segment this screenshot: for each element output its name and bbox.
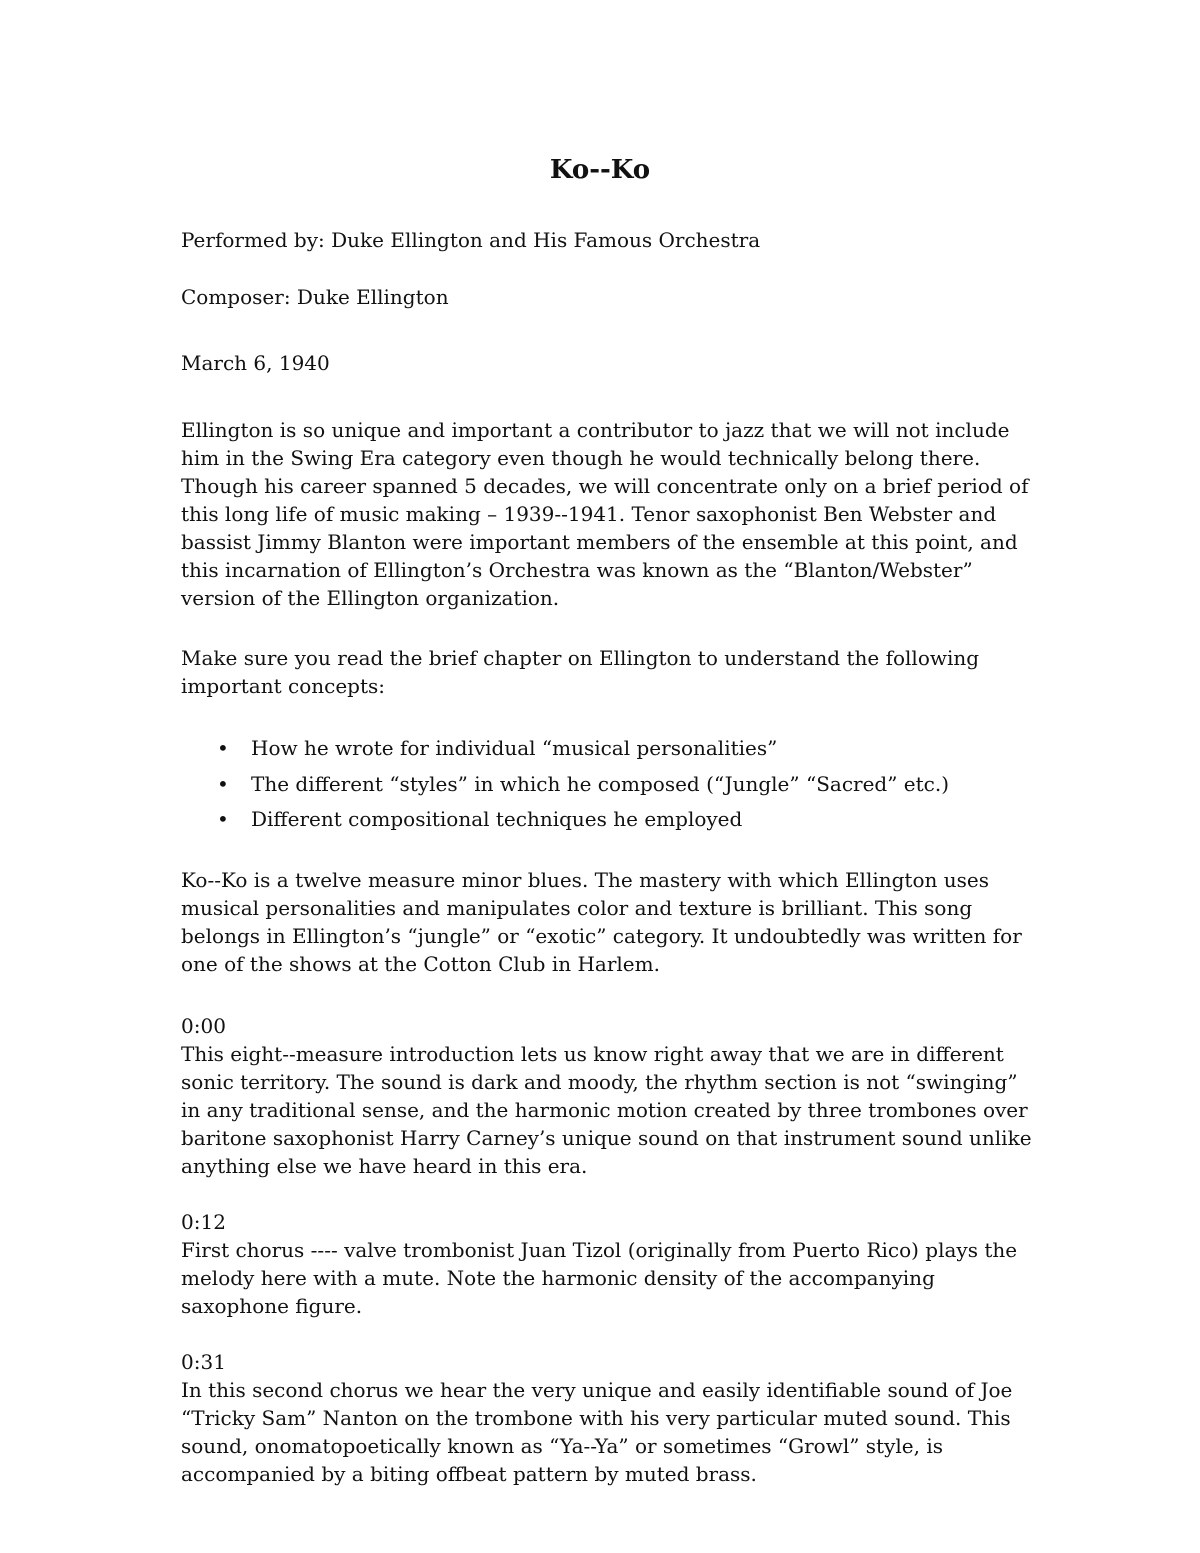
list-item-text: Different compositional techniques he employed <box>251 807 743 831</box>
list-item <box>181 805 1041 841</box>
composer: Composer: Duke Ellington <box>181 285 449 309</box>
concepts-list <box>181 734 1041 841</box>
paragraph-concepts: Make sure you read the brief chapter on Ellington to understand the following important concepts: <box>181 646 980 698</box>
paragraph-intro: Ko--Ko is a twelve measure minor blues. The mastery with which Ellington uses musical personalities and manipulates color and texture is brilliant. This song belongs in Ellington’s “jungle” or “exotic” category. It undoubtedly was written for one of the shows at the Cotton Club in Harlem. <box>181 868 1022 976</box>
bullet-icon: • <box>217 807 229 831</box>
timeline-text: First chorus ---- valve trombonist Juan Tizol (originally from Puerto Rico) plays the melody here with a mute. Note the harmonic density of the accompanying saxophone figure. <box>181 1238 1018 1318</box>
timeline-entry-1 <box>181 1208 1041 1320</box>
list-item-text: How he wrote for individual “musical personalities” <box>251 736 778 760</box>
timeline-text: In this second chorus we hear the very unique and easily identifiable sound of Joe “Tricky Sam” Nanton on the trombone with his very particular muted sound. This sound, onomatopoetically known as “Ya--Ya” or sometimes “Growl” style, is accompanied by a biting offbeat pattern by muted brass. <box>181 1378 1013 1486</box>
timestamp: 0:31 <box>181 1350 226 1374</box>
bullet-icon: • <box>217 771 229 796</box>
timeline-text: This eight--measure introduction lets us know right away that we are in different sonic territory. The sound is dark and moody, the rhythm section is not “swinging” in any traditional sense, and the harmonic motion created by three trombones over baritone saxophonist Harry Carney’s unique sound on that instrument sound unlike anything else we have heard in this era. <box>181 1042 1032 1178</box>
timestamp: 0:12 <box>181 1210 226 1234</box>
paragraph-career: Ellington is so unique and important a contributor to jazz that we will not include him in the Swing Era category even though he would technically belong there. Though his career spanned 5 decades, we will concentrate only on a brief period of this long life of music making – 1939--1941. Tenor saxophonist Ben Webster and bassist Jimmy Blanton were important members of the ensemble at this point, and this incarnation of Ellington’s Orchestra was known as the “Blanton/Webster” version of the Ellington organization. <box>181 418 1029 610</box>
timeline-entry-2 <box>181 1348 1041 1488</box>
timeline-entry-0 <box>181 1012 1041 1180</box>
list-item <box>181 770 1041 806</box>
list-item-text: The different “styles” in which he composed (“Jungle” “Sacred” etc.) <box>251 771 950 796</box>
bullet-icon: • <box>217 736 229 760</box>
recording-date: March 6, 1940 <box>181 351 330 375</box>
document-title: Ko--Ko <box>549 155 651 185</box>
performed-by: Performed by: Duke Ellington and His Famous Orchestra <box>181 228 761 252</box>
timestamp: 0:00 <box>181 1014 226 1038</box>
list-item <box>181 734 1041 770</box>
